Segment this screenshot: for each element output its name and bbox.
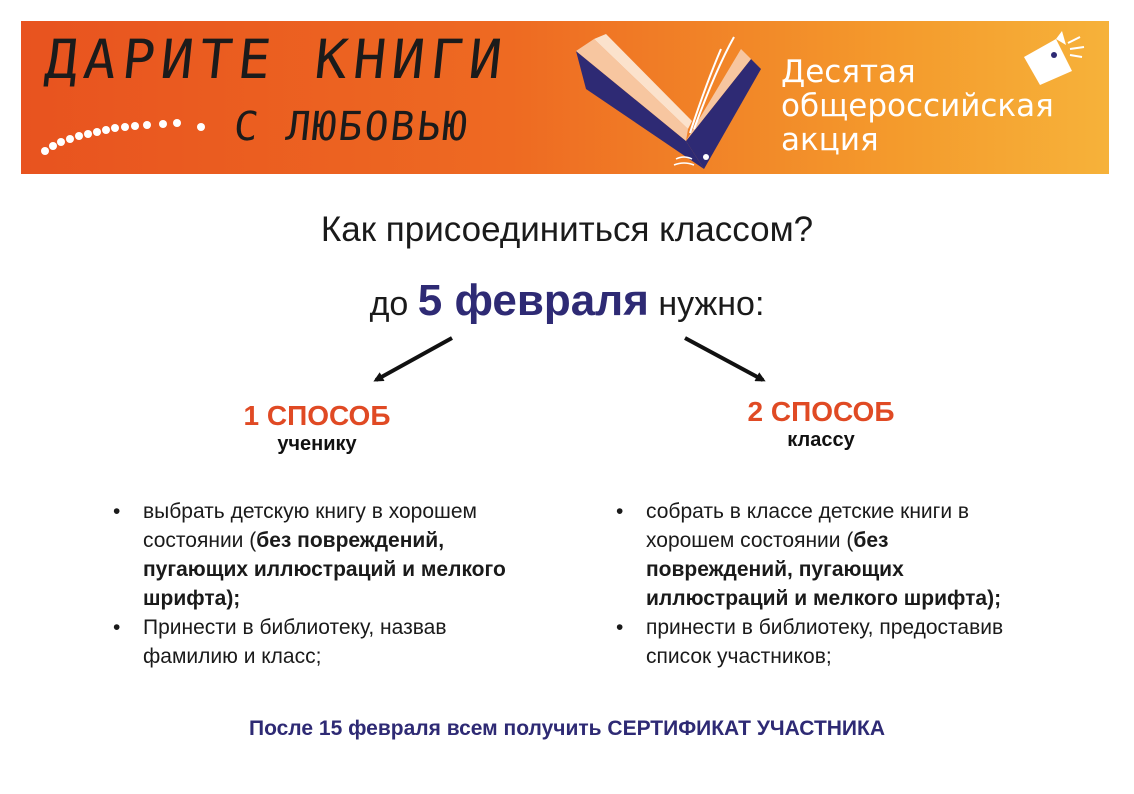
banner-hand-title: ДАРИТЕ КНИГИ	[42, 28, 511, 91]
bullet-icon: •	[113, 616, 121, 639]
certificate-note: После 15 февраля всем получить СЕРТИФИКАТ УЧАСТНИКА	[248, 717, 886, 740]
way-2-subtitle: классу	[787, 429, 855, 451]
way-2-title: 2 СПОСОБ	[747, 396, 895, 427]
arrow-right	[685, 338, 763, 380]
way-2-header	[691, 396, 951, 452]
banner-hand-subtitle: С ЛЮБОВЬЮ	[231, 104, 472, 150]
branch-arrows	[0, 326, 1134, 396]
deadline-suffix: нужно:	[658, 285, 765, 323]
list-item: • выбрать детскую книгу в хорошем состоянии (без повреждений, пугающих иллюстраций и мелкого шрифта);	[113, 497, 513, 613]
action-line-2: общероссийская	[781, 88, 1054, 124]
way-1-header	[187, 400, 447, 456]
cat-paper-icon	[1016, 29, 1086, 89]
page-title: Как присоединиться классом?	[320, 210, 814, 249]
bullet-icon: •	[616, 500, 624, 523]
list-item: • собрать в классе детские книги в хорошем состоянии (без повреждений, пугающих иллюстраций и мелкого шрифта);	[616, 497, 1016, 613]
list-item: • принести в библиотеку, предоставив список участников;	[616, 613, 1016, 671]
open-book-icon	[566, 29, 766, 174]
action-line-1: Десятая	[781, 54, 916, 90]
list-item: • Принести в библиотеку, назвав фамилию и класс;	[113, 613, 513, 671]
bullet-icon: •	[113, 500, 121, 523]
way-2-list	[616, 497, 1016, 671]
action-line-3: акция	[781, 122, 879, 158]
arrow-left	[376, 338, 452, 380]
deadline-prefix: до	[369, 285, 409, 323]
way-1-title: 1 СПОСОБ	[243, 400, 391, 431]
bullet-icon: •	[616, 616, 624, 639]
way-1-subtitle: ученику	[277, 433, 357, 455]
promo-banner	[21, 21, 1109, 174]
way-1-list	[113, 497, 513, 671]
deadline-line	[0, 276, 1134, 326]
deadline-date: 5 февраля	[417, 276, 649, 325]
